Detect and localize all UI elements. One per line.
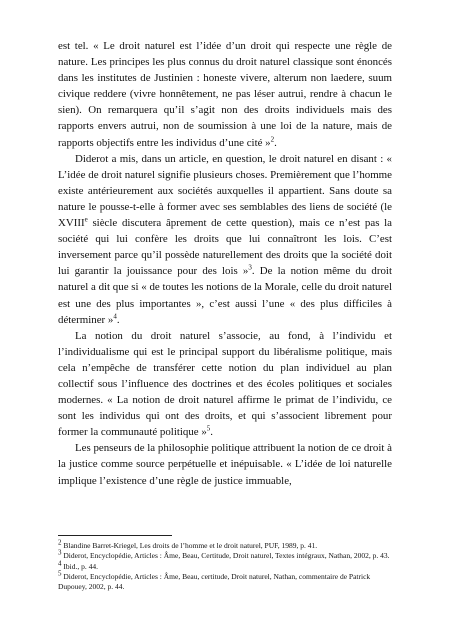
footnote-ref: 5 xyxy=(206,424,211,433)
text-run: La notion du droit naturel s’associe, au fond, à l’individu et l’individualisme qui est le principal support du libéralisme politique, mais cela n’empêche de transférer cette notion du plan individuel au plan collectif sous l’influence des doctrines et des écoles politiques et sociales modernes. « La notion de droit naturel affirme le primat de l’individu, ce sont les individus qui ont des droits, et qui s’associent librement pour former la communauté politique » xyxy=(58,329,392,439)
paragraph-1 xyxy=(58,38,392,151)
footnote-ref: 3 xyxy=(248,263,252,272)
text-run: est tel. « Le droit naturel est l’idée d’un droit qui respecte une règle de nature. Les principes les plus connus du droit naturel classique sont énoncés dans les institutes de Justinien : honeste vivere, alterum non laedere, suum civique reddere (vivre honnêtement, ne pas léser autrui, rendre à chacun le sien). On remarquera qu’il s’agit non des droits individuels mais des rapports envers autrui, non de soumission à une loi de la nature, mais de rapports objectifs entre les individus d’une cité » xyxy=(58,40,392,149)
body-text xyxy=(58,38,392,489)
footnote-text: Diderot, Encyclopédie, Articles : Âme, Beau, Certitude, Droit naturel, Textes intégraux, Nathan, 2002, p. 43. xyxy=(61,551,390,561)
text-run: Les penseurs de la philosophie politique attribuent la notion de ce droit à la justice comme source perpétuelle et inépuisable. « L’idée de loi naturelle implique l’existence d’une règle de justice immuable, xyxy=(58,442,392,487)
footnote-number: 2 xyxy=(58,538,62,547)
footnote-text: Diderot, Encyclopédie, Articles : Âme, Beau, certitude, Droit naturel, Nathan, commentaire de Patrick Dupouey, 2002, p. 44. xyxy=(58,571,371,592)
text-run: . xyxy=(116,313,120,326)
text-run: . xyxy=(274,136,277,149)
footnote-text: Ibid., p. 44. xyxy=(61,561,98,571)
text-run: siècle discutera âprement de cette question), mais ce n’est pas la société qui lui confère les droits que lui connaîtront les lois. C’est inversement parce qu’il possède naturellement des droits que la société doit lui garantir la jouissance pour des lois » xyxy=(58,217,392,278)
footnote-text: Blandine Barret-Kriegel, Les droits de l’homme et le droit naturel, PUF, 1989, p. 41. xyxy=(61,541,318,550)
paragraph-4 xyxy=(58,440,392,488)
footnotes xyxy=(58,538,394,592)
paragraph-3 xyxy=(58,328,392,441)
footnote-number: 3 xyxy=(58,548,62,557)
footnote xyxy=(58,548,394,561)
footnote-ref: e xyxy=(84,215,88,224)
footnote xyxy=(58,569,394,593)
footnote xyxy=(58,538,394,551)
text-run: Diderot a mis, dans un article, en question, le droit naturel en disant : « L’idée de droit naturel signifie plusieurs choses. Premièrement que l’homme existe antérieurement aux sociétés auxquelles il appartient. Sans doute sa nature le pousse-t-elle à former avec ses semblables des liens de société (le XVIII xyxy=(58,152,392,230)
footnote-ref: 4 xyxy=(113,311,117,320)
footnote-ref: 2 xyxy=(270,134,275,143)
footnote-separator xyxy=(58,535,172,536)
footnote xyxy=(58,559,394,572)
text-run: . De la notion même du droit naturel a dit que si « de toutes les notions de la Morale, celle du droit naturel est une des plus importantes », c’est aussi l’une « des plus difficiles à déterminer » xyxy=(58,265,392,326)
footnote-number: 5 xyxy=(58,569,62,578)
text-run: . xyxy=(210,426,214,439)
footnote-number: 4 xyxy=(58,559,62,568)
paragraph-2 xyxy=(58,151,392,328)
